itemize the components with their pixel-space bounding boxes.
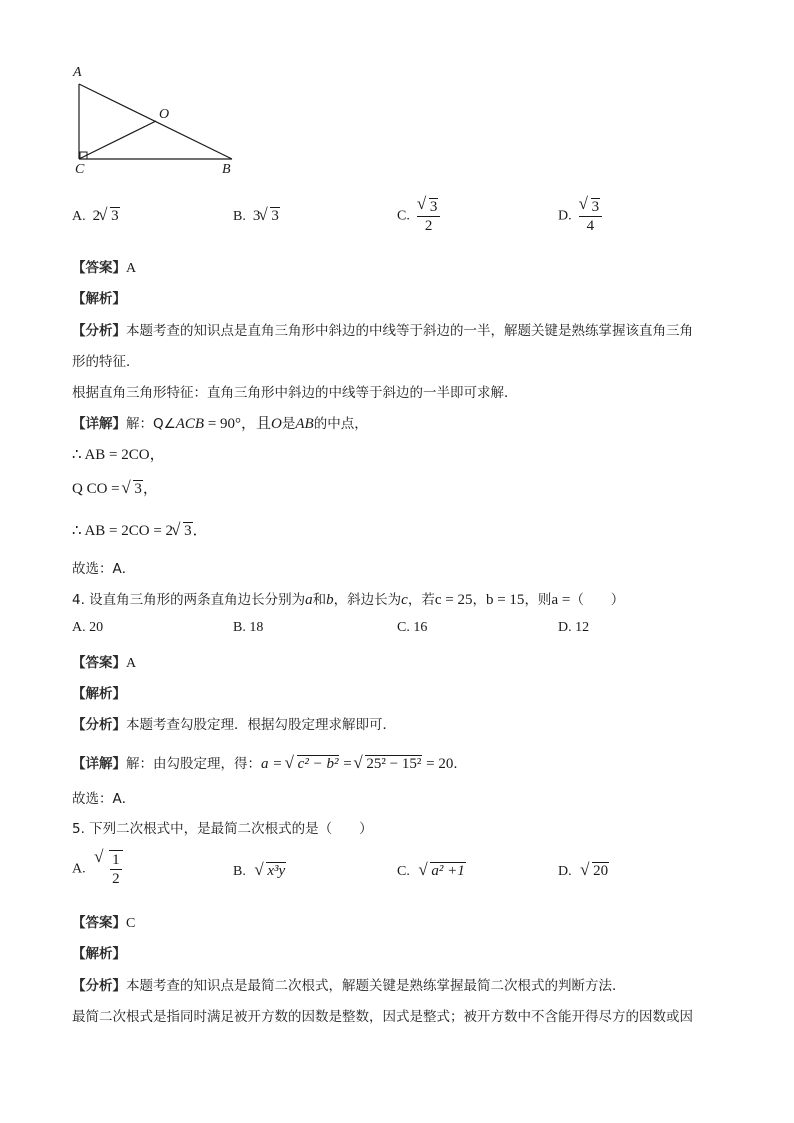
q4-option-d: D. 12 xyxy=(558,620,590,635)
q5-option-d: D. √ 20 xyxy=(558,863,609,880)
q5-definition: 最简二次根式是指同时满足被开方数的因数是整数，因式是整式；被开方数中不含能开得尽方的因数或因 xyxy=(72,1009,693,1025)
q3-analysis-line2: 形的特征． xyxy=(72,354,140,370)
q4-conclusion: 故选：A． xyxy=(72,791,136,807)
q3-detail-line2: ∴ AB = 2CO， xyxy=(72,447,165,463)
q5-answer: 【答案】C xyxy=(72,915,136,931)
q3-detail-line3: Q CO = √ 3， xyxy=(72,477,158,498)
q4-option-c: C. 16 xyxy=(397,620,428,635)
q4-jiexi: 【解析】 xyxy=(72,686,126,702)
median-co xyxy=(79,121,156,159)
q4-analysis: 【分析】本题考查勾股定理．根据勾股定理求解即可． xyxy=(72,717,396,733)
q3-detail-line1: 【详解】解：Q∠ACB = 90°，且O是AB的中点， xyxy=(72,416,368,432)
q3-jiexi: 【解析】 xyxy=(72,291,126,307)
q5-stem: 5. 下列二次根式中，是最简二次根式的是（ ） xyxy=(72,821,373,837)
q5-option-c: C. √ a² +1 xyxy=(397,863,466,880)
q4-option-b: B. 18 xyxy=(233,620,264,635)
q3-option-b: B. 3√ 3 xyxy=(233,208,280,225)
label-a: A xyxy=(73,65,82,80)
q3-option-d: D. √ $\frac{3}{4}$ xyxy=(558,198,602,235)
q3-conclusion: 故选：A． xyxy=(72,561,136,577)
label-c: C xyxy=(75,162,85,177)
q4-stem: 4. 设直角三角形的两条直角边长分别为a和b，斜边长为c，若c = 25，b = 15，则a =（ ） xyxy=(72,592,625,608)
label-o: O xyxy=(159,107,170,122)
q5-analysis: 【分析】本题考查的知识点是最简二次根式，解题关键是熟练掌握最简二次根式的判断方法． xyxy=(72,978,626,994)
q3-detail-line4: ∴ AB = 2CO = 2√ 3． xyxy=(72,519,208,540)
q3-basis: 根据直角三角形特征：直角三角形中斜边的中线等于斜边的一半即可求解． xyxy=(72,385,518,401)
q5-jiexi: 【解析】 xyxy=(72,946,126,962)
q5-option-b: B. √ x³y xyxy=(233,863,286,880)
q3-option-a: A. 2√ 3 xyxy=(72,208,120,225)
q3-option-c: C. √ $\frac{3}{2}$ xyxy=(397,198,440,235)
q3-answer: 【答案】A xyxy=(72,260,137,276)
label-b: B xyxy=(222,162,231,177)
triangle-figure xyxy=(70,64,250,184)
q4-option-a: A. 20 xyxy=(72,620,104,635)
q4-detail: 【详解】解：由勾股定理，得：a = √ c² − b² = √ 25² − 15² = 20． xyxy=(72,752,467,773)
q5-option-a: A. √ $\frac{1}{2}$ xyxy=(72,850,123,888)
q4-answer: 【答案】A xyxy=(72,655,137,671)
q3-analysis-line1: 【分析】本题考查的知识点是直角三角形中斜边的中线等于斜边的一半，解题关键是熟练掌握该直角三角 xyxy=(72,323,693,339)
